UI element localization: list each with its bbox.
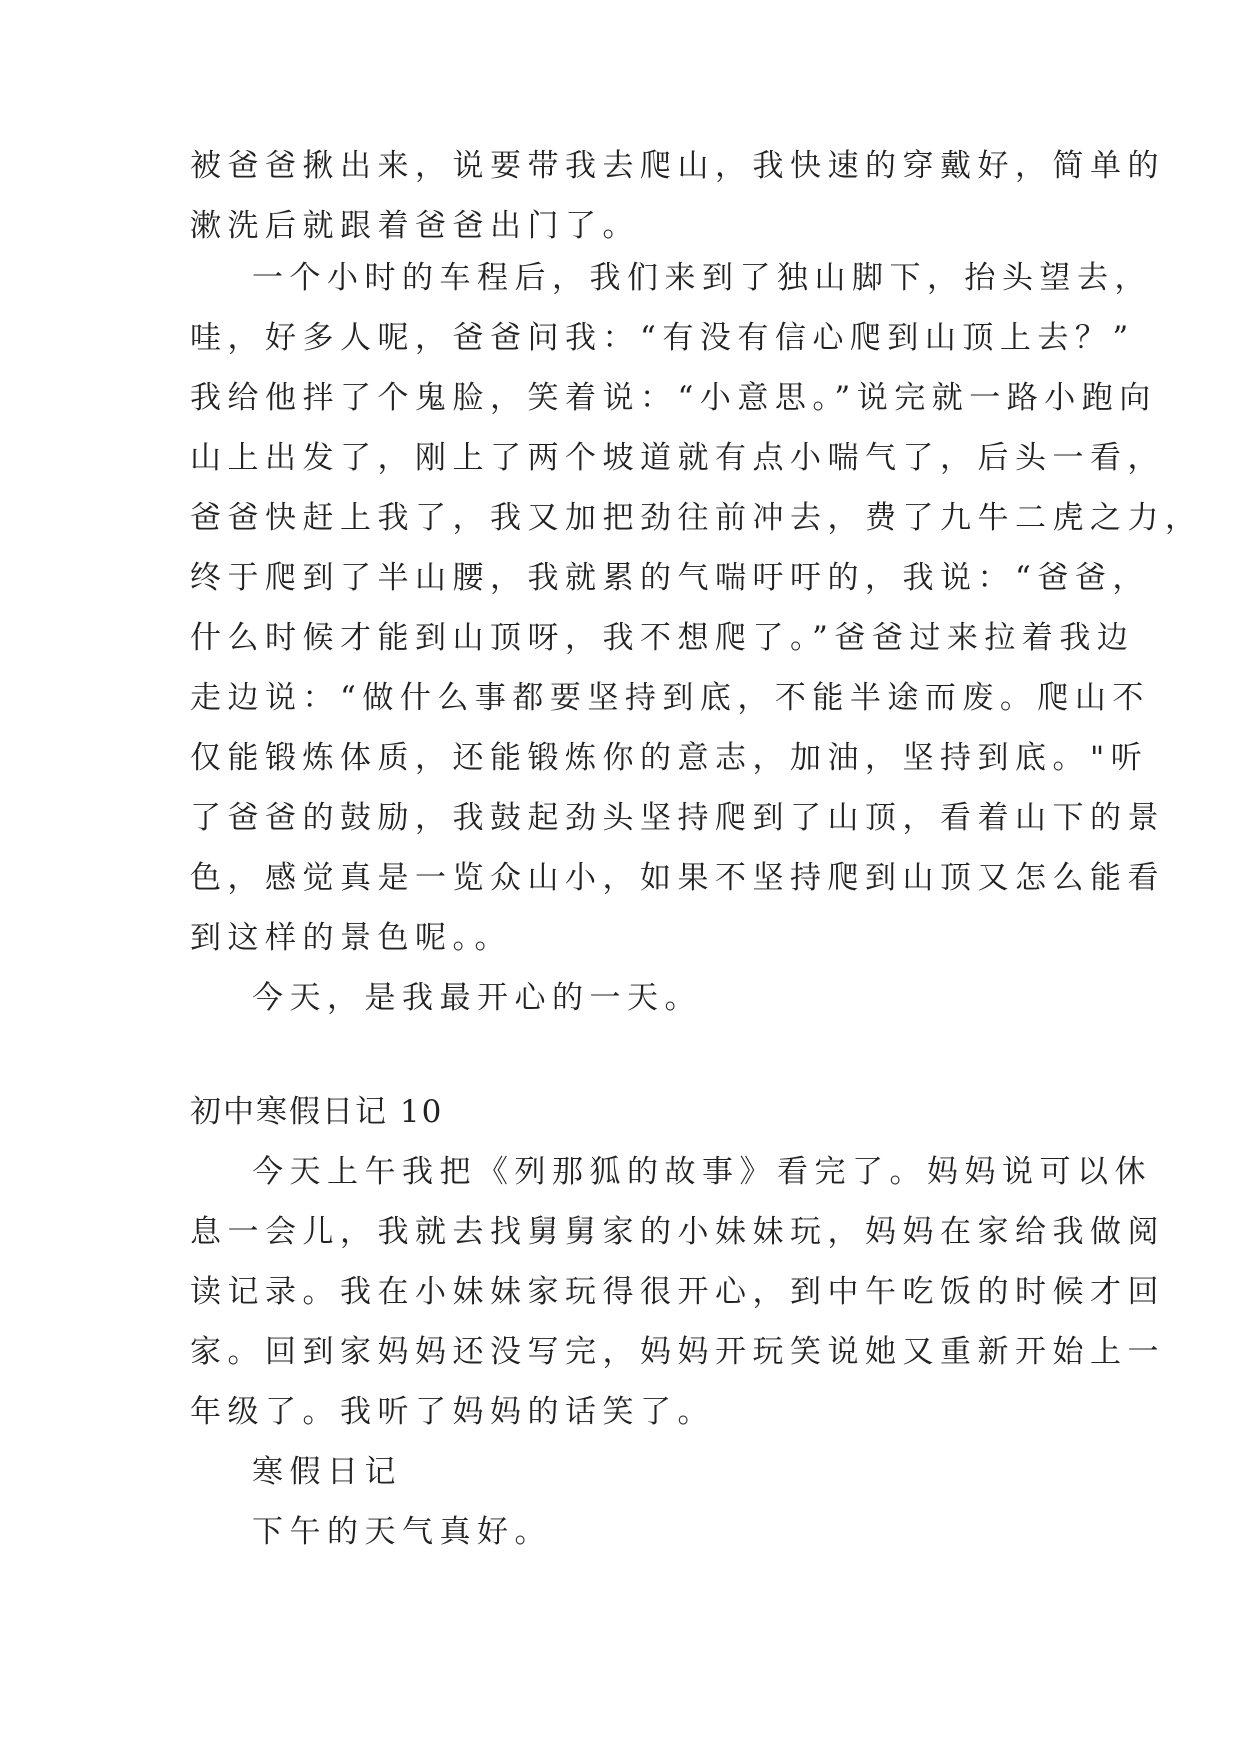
- text-line: 仅能锻炼体质，还能锻炼你的意志，加油，坚持到底。"听: [190, 740, 1149, 776]
- paragraph-closing: [190, 968, 1070, 1028]
- text-line: 哇，好多人呢，爸爸问我：“有没有信心爬到山顶上去？”: [190, 320, 1135, 356]
- entry-title: 寒假日记: [252, 1454, 402, 1490]
- text-line: 家。回到家妈妈还没写完，妈妈开玩笑说她又重新开始上一: [190, 1334, 1165, 1370]
- text-line: 我给他拌了个鬼脸，笑着说：“小意思。”说完就一路小跑向: [190, 380, 1157, 416]
- text-line: 今天上午我把《列那狐的故事》看完了。妈妈说可以休: [252, 1154, 1152, 1190]
- text-line: 到这样的景色呢。。: [190, 920, 512, 956]
- text-line: 终于爬到了半山腰，我就累的气喘吁吁的，我说：“爸爸，: [190, 560, 1150, 596]
- text-line: 息一会儿，我就去找舅舅家的小妹妹玩，妈妈在家给我做阅: [190, 1214, 1165, 1250]
- paragraph-diary-10: [190, 1142, 1165, 1442]
- text-line: 漱洗后就跟着爸爸出门了。: [190, 208, 640, 244]
- paragraph-continuation: [190, 136, 1165, 256]
- text-line: 读记录。我在小妹妹家玩得很开心，到中午吃饭的时候才回: [190, 1274, 1165, 1310]
- text-line: 一个小时的车程后，我们来到了独山脚下，抬头望去，: [252, 260, 1152, 296]
- text-line: 今天，是我最开心的一天。: [252, 980, 702, 1016]
- diary-heading: [190, 1082, 1070, 1142]
- text-line: 了爸爸的鼓励，我鼓起劲头坚持爬到了山顶，看着山下的景: [190, 800, 1165, 836]
- text-line: 被爸爸揪出来，说要带我去爬山，我快速的穿戴好，简单的: [190, 148, 1165, 184]
- text-line: 色，感觉真是一览众山小，如果不坚持爬到山顶又怎么能看: [190, 860, 1165, 896]
- text-line: 下午的天气真好。: [252, 1514, 552, 1550]
- text-line: 山上出发了，刚上了两个坡道就有点小喘气了，后头一看，: [190, 440, 1165, 476]
- text-line: 爸爸快赶上我了，我又加把劲往前冲去，费了九牛二虎之力，: [190, 500, 1203, 536]
- text-line: 走边说：“做什么事都要坚持到底，不能半途而废。爬山不: [190, 680, 1150, 716]
- paragraph-mountain-climb: [190, 248, 1203, 968]
- text-line: 年级了。我听了妈妈的话笑了。: [190, 1394, 715, 1430]
- next-entry: [190, 1442, 1070, 1562]
- section-title: 初中寒假日记 10: [190, 1094, 444, 1130]
- text-line: 什么时候才能到山顶呀，我不想爬了。”爸爸过来拉着我边: [190, 620, 1135, 656]
